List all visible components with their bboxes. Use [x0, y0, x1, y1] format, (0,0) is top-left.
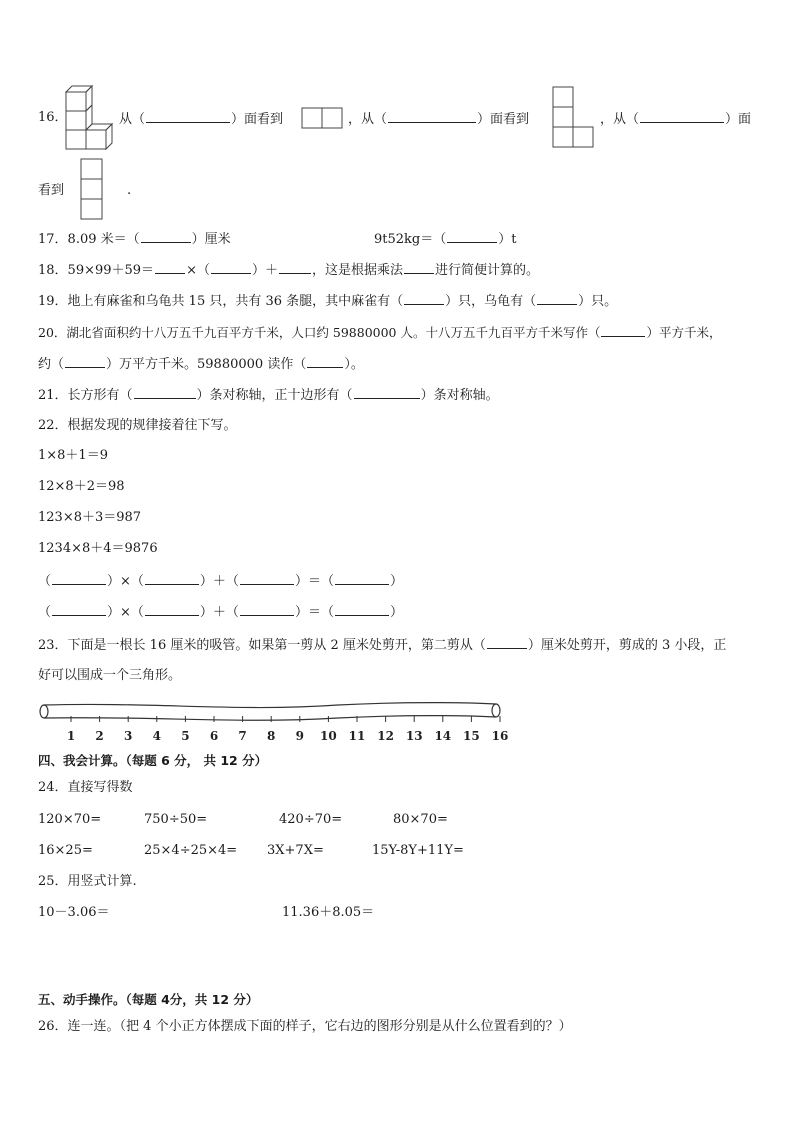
q20-text-5: ）。	[344, 357, 364, 372]
q16-view-l-shape	[552, 86, 596, 150]
q22-r1-equals: ）＝（	[294, 574, 334, 589]
q16-view-vertical-column	[80, 158, 104, 222]
q24-r2-c3: 3X+7X=	[267, 843, 324, 858]
ruler-tick-label: 6	[209, 729, 219, 743]
q16-view-label-3: ）面	[725, 112, 752, 127]
q21	[38, 386, 499, 404]
q25-title: 25．用竖式计算.	[38, 874, 137, 889]
q22-r1-times: ）×（	[107, 574, 144, 589]
q16-view-label-1: ）面看到	[231, 112, 284, 127]
q23-line2: 好可以围成一个三角形。	[38, 668, 182, 683]
q17-right-unit: ）t	[498, 232, 517, 247]
q18-text-5: 进行简便计算的。	[435, 263, 540, 278]
q17-left-text: 17．8.09 米＝（	[38, 232, 140, 247]
q22-r2-blank-2[interactable]	[145, 603, 199, 616]
q22-r2-plus: ）＋（	[199, 605, 239, 620]
ruler-tick-label: 9	[295, 729, 304, 743]
q22-r2-open: （	[38, 605, 52, 620]
q24-r1-c3: 420÷70=	[279, 812, 343, 827]
ruler-tick-label: 7	[238, 729, 247, 743]
q16-view-two-squares-horizontal	[301, 107, 345, 129]
q21-blank-1[interactable]	[134, 386, 196, 399]
q23-text-2: ）厘米处剪开，剪成的 3 小段，正	[527, 638, 727, 653]
ruler-tick-label: 11	[348, 729, 366, 743]
q24-r2-c1: 16×25=	[38, 843, 93, 858]
q16-from-label-3: ，从（	[600, 112, 640, 127]
q22-r2-equals: ）＝（	[294, 605, 334, 620]
q18-text-2: ×（	[186, 263, 210, 278]
q24-r2-c4: 15Y-8Y+11Y=	[372, 843, 464, 858]
q16-view-label-2: ）面看到	[477, 112, 530, 127]
q19-blank-1[interactable]	[404, 292, 444, 305]
q20-text-4: ）万平方千米。59880000 读作（	[106, 357, 307, 372]
q19-blank-2[interactable]	[537, 292, 577, 305]
q20-line1	[38, 324, 722, 341]
q22-r1-plus: ）＋（	[199, 574, 239, 589]
q17-left	[38, 230, 231, 248]
straw-ruler-figure	[38, 700, 510, 750]
q16-blank-1[interactable]	[146, 110, 230, 123]
ruler-tick-label: 5	[181, 729, 190, 743]
section-4-title: 四、我会计算。（每题 6 分， 共 12 分）	[38, 753, 268, 768]
q17-blank-1[interactable]	[141, 230, 191, 243]
ruler-tick-label: 16	[491, 729, 509, 743]
q18	[38, 261, 539, 279]
q19-text-2: ）只，乌龟有（	[445, 294, 537, 309]
q22-answer-row-2	[38, 603, 403, 621]
q22-title: 22．根据发现的规律接着往下写。	[38, 418, 237, 433]
q22-r1-blank-3[interactable]	[240, 572, 294, 585]
q22-r1-open: （	[38, 574, 52, 589]
q21-text-1: 21．长方形有（	[38, 388, 133, 403]
q16-see-label: 看到	[38, 183, 65, 198]
q16-number: 16．	[38, 110, 68, 125]
ruler-tick-label: 8	[267, 729, 276, 743]
q18-text-1: 18．59×99＋59＝	[38, 263, 155, 278]
ruler-tick-label: 4	[152, 729, 161, 743]
q18-blank-3[interactable]	[279, 261, 311, 274]
q26-title: 26．连一连。（把 4 个小正方体摆成下面的样子，它右边的图形分别是从什么位置看到的？）	[38, 1019, 572, 1034]
q22-r2-blank-3[interactable]	[240, 603, 294, 616]
q20-line2	[38, 355, 364, 373]
q17-blank-2[interactable]	[447, 230, 497, 243]
section-5-title: 五、动手操作。（每题 4分，共 12 分）	[38, 992, 259, 1007]
q18-text-4: ，这是根据乘法	[311, 263, 403, 278]
q16-line2	[38, 183, 64, 199]
ruler-tick-label: 13	[405, 729, 423, 743]
q19-text-1: 19．地上有麻雀和乌龟共 15 只，共有 36 条腿，其中麻雀有（	[38, 294, 404, 309]
straw-ruler-svg	[38, 700, 510, 746]
q19-text-3: ）只。	[578, 294, 618, 309]
q16-from-label-1: 从（	[119, 112, 146, 127]
ruler-tick-label: 14	[434, 729, 452, 743]
q19	[38, 292, 617, 310]
q20-text-1: 20．湖北省面积约十八万五千九百平方千米，人口约 59880000 人。十八万五千九百平方千米写作（	[38, 325, 601, 340]
q22-pattern-4: 1234×8＋4＝9876	[38, 541, 158, 556]
q22-r1-blank-1[interactable]	[52, 572, 106, 585]
q18-blank-1[interactable]	[155, 261, 185, 274]
q16-cube-3d-figure	[64, 82, 116, 152]
q23-blank-1[interactable]	[487, 636, 527, 649]
ruler-tick-label: 1	[66, 729, 76, 743]
q22-r2-close: ）	[389, 605, 403, 620]
q21-blank-2[interactable]	[354, 386, 420, 399]
ruler-tick-label: 2	[95, 729, 104, 743]
q24-r1-c4: 80×70=	[393, 812, 448, 827]
q24-r1-c1: 120×70=	[38, 812, 102, 827]
q20-blank-1[interactable]	[601, 324, 645, 337]
q20-blank-2[interactable]	[65, 355, 105, 368]
q22-r1-blank-4[interactable]	[335, 572, 389, 585]
q22-r1-close: ）	[389, 574, 403, 589]
q24-title: 24．直接写得数	[38, 780, 133, 795]
q16-period: .	[127, 183, 132, 198]
ruler-tick-label: 12	[377, 729, 394, 743]
ruler-tick-label: 10	[320, 729, 337, 743]
q16-blank-2[interactable]	[388, 110, 476, 123]
q23-text-1: 23．下面是一根长 16 厘米的吸管。如果第一剪从 2 厘米处剪开，第二剪从（	[38, 638, 486, 653]
q20-blank-3[interactable]	[307, 355, 343, 368]
q22-answer-row-1	[38, 572, 403, 590]
q22-pattern-1: 1×8＋1＝9	[38, 448, 108, 463]
q17-right	[374, 230, 516, 248]
q16-text-c	[600, 110, 751, 128]
q22-pattern-3: 123×8＋3＝987	[38, 510, 142, 525]
ruler-tick-label: 3	[124, 729, 133, 743]
q24-r2-c2: 25×4÷25×4=	[144, 843, 238, 858]
q18-blank-4[interactable]	[404, 261, 434, 274]
q21-text-3: ）条对称轴。	[420, 388, 499, 403]
q21-text-2: ）条对称轴，正十边形有（	[196, 388, 353, 403]
q25-item-1: 10－3.06＝	[38, 905, 110, 920]
q22-r2-times: ）×（	[107, 605, 144, 620]
ruler-tick-label: 15	[463, 729, 480, 743]
q22-r1-blank-2[interactable]	[145, 572, 199, 585]
q24-r1-c2: 750÷50=	[144, 812, 208, 827]
q20-text-2: ）平方千米，	[646, 325, 722, 340]
q22-r2-blank-1[interactable]	[52, 603, 106, 616]
q16-blank-3[interactable]	[640, 110, 724, 123]
q16-text-a	[119, 110, 283, 128]
q22-r2-blank-4[interactable]	[335, 603, 389, 616]
q23-line1	[38, 636, 726, 654]
q20-text-3: 约（	[38, 357, 65, 372]
q17-left-unit: ）厘米	[191, 232, 231, 247]
q18-text-3: ）＋	[251, 263, 278, 278]
q18-blank-2[interactable]	[211, 261, 251, 274]
q25-item-2: 11.36＋8.05＝	[282, 905, 375, 920]
q16-text-b	[348, 110, 529, 128]
q22-pattern-2: 12×8＋2＝98	[38, 479, 125, 494]
q17-right-text: 9t52kg＝（	[374, 232, 447, 247]
q16-from-label-2: ，从（	[348, 112, 388, 127]
